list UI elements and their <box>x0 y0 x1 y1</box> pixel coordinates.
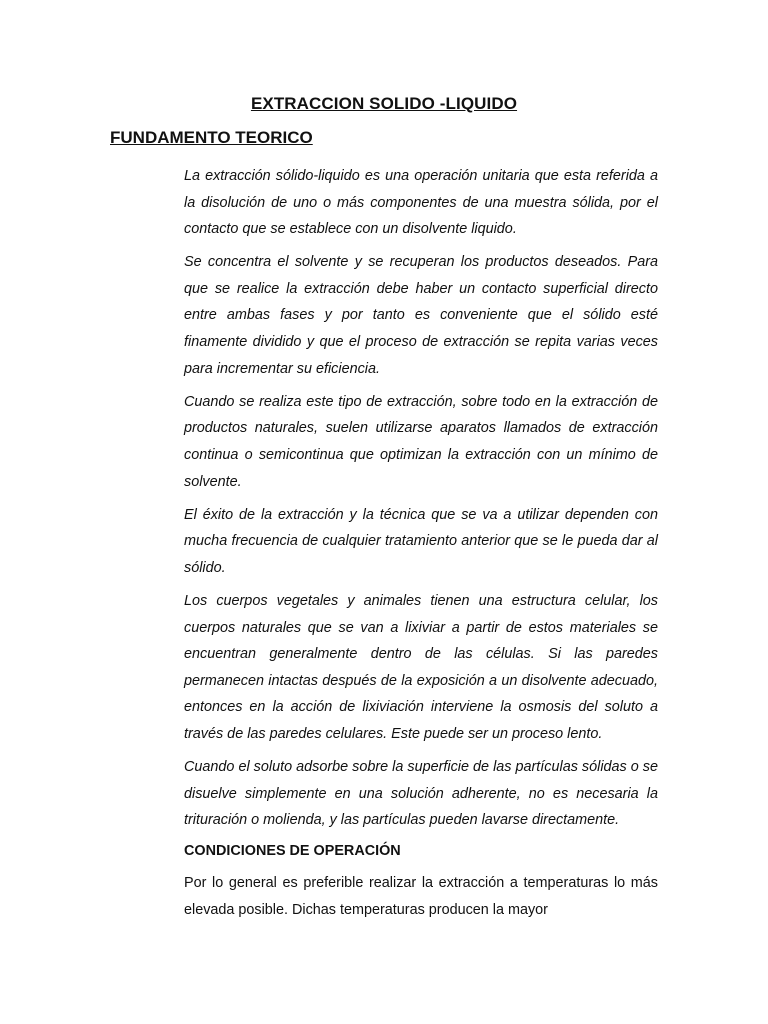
body-text <box>184 163 658 923</box>
paragraph: El éxito de la extracción y la técnica que se va a utilizar dependen con mucha frecuencia de cualquier tratamiento anterior que se le pueda dar al sólido. <box>184 506 658 576</box>
final-paragraph: Por lo general es preferible realizar la extracción a temperaturas lo más elevada posible. Dichas temperaturas producen la mayor <box>184 875 658 918</box>
paragraph: Cuando el soluto adsorbe sobre la superficie de las partículas sólidas o se disuelve simplemente en una solución adherente, no es necesaria la trituración o molienda, y las partículas pueden lavarse directamente. <box>184 758 658 829</box>
document-title: EXTRACCION SOLIDO -LIQUIDO <box>250 94 518 113</box>
section-heading: FUNDAMENTO TEORICO <box>110 128 313 147</box>
paragraph: La extracción sólido-liquido es una operación unitaria que esta referida a la disolución de uno o más componentes de una muestra sólida, por el contacto que se establece con un disolvente liquido. <box>184 168 658 238</box>
paragraph: Cuando se realiza este tipo de extracción, sobre todo en la extracción de productos naturales, suelen utilizarse aparatos llamados de extracción continua o semicontinua que optimizan la extracción con un mínimo de solvente. <box>184 393 658 490</box>
subheading: CONDICIONES DE OPERACIÓN <box>184 843 401 860</box>
paragraph: Los cuerpos vegetales y animales tienen una estructura celular, los cuerpos naturales que se van a lixiviar a partir de estos materiales se encuentran generalmente dentro de las células. Si las paredes permanecen intactas después de la exposición a un disolvente adecuado, entonces en la acción de lixiviación interviene la osmosis del soluto a través de las paredes celulares. Este puede ser un proceso lento. <box>184 592 658 742</box>
paragraph: Se concentra el solvente y se recuperan los productos deseados. Para que se realice la extracción debe haber un contacto superficial directo entre ambas fases y por tanto es conveniente que el sólido esté finamente dividido y que el proceso de extracción se repita varias veces para incrementar su eficiencia. <box>184 254 658 377</box>
